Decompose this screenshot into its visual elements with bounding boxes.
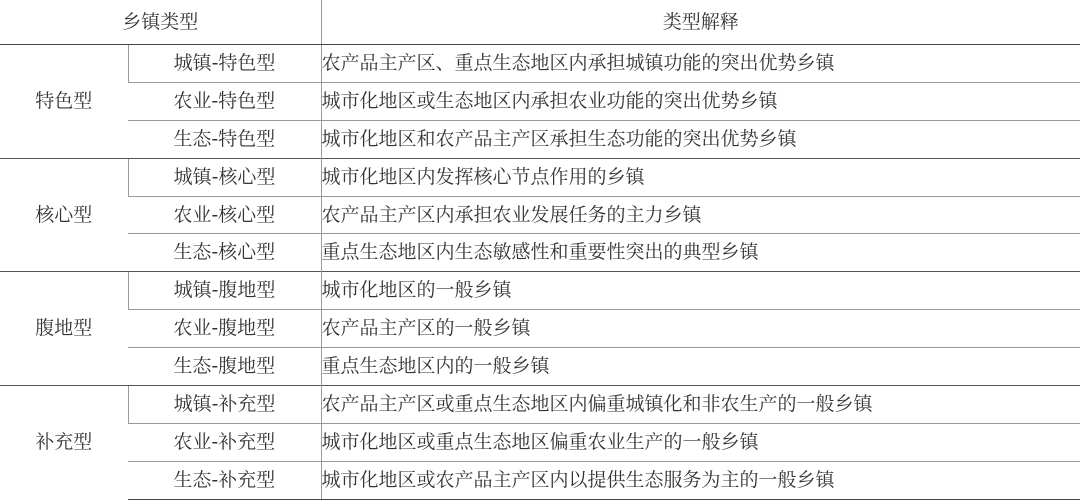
subtype-cell: 农业-腹地型 (128, 310, 321, 348)
explanation-cell: 城市化地区或生态地区内承担农业功能的突出优势乡镇 (321, 82, 1080, 120)
table-row (0, 423, 1080, 461)
subtype-cell: 生态-补充型 (128, 461, 321, 499)
table-row (0, 386, 1080, 424)
subtype-cell: 生态-腹地型 (128, 348, 321, 386)
table-header-row (0, 0, 1080, 45)
category-cell: 特色型 (0, 45, 128, 159)
subtype-cell: 农业-核心型 (128, 196, 321, 234)
explanation-cell: 城市化地区内发挥核心节点作用的乡镇 (321, 158, 1080, 196)
explanation-cell: 农产品主产区内承担农业发展任务的主力乡镇 (321, 196, 1080, 234)
table-row (0, 45, 1080, 83)
header-township-type: 乡镇类型 (0, 0, 321, 45)
table-row (0, 310, 1080, 348)
explanation-cell: 农产品主产区、重点生态地区内承担城镇功能的突出优势乡镇 (321, 45, 1080, 83)
explanation-cell: 城市化地区和农产品主产区承担生态功能的突出优势乡镇 (321, 120, 1080, 158)
table-row (0, 234, 1080, 272)
explanation-cell: 重点生态地区内的一般乡镇 (321, 348, 1080, 386)
subtype-cell: 农业-补充型 (128, 423, 321, 461)
explanation-cell: 城市化地区或农产品主产区内以提供生态服务为主的一般乡镇 (321, 461, 1080, 499)
table-row (0, 272, 1080, 310)
category-cell: 腹地型 (0, 272, 128, 386)
category-cell: 核心型 (0, 158, 128, 272)
explanation-cell: 城市化地区或重点生态地区偏重农业生产的一般乡镇 (321, 423, 1080, 461)
table-row (0, 158, 1080, 196)
explanation-cell: 农产品主产区或重点生态地区内偏重城镇化和非农生产的一般乡镇 (321, 386, 1080, 424)
table-row (0, 82, 1080, 120)
subtype-cell: 城镇-特色型 (128, 45, 321, 83)
table-row (0, 196, 1080, 234)
explanation-cell: 重点生态地区内生态敏感性和重要性突出的典型乡镇 (321, 234, 1080, 272)
explanation-cell: 农产品主产区的一般乡镇 (321, 310, 1080, 348)
subtype-cell: 农业-特色型 (128, 82, 321, 120)
subtype-cell: 生态-特色型 (128, 120, 321, 158)
header-type-explanation: 类型解释 (321, 0, 1080, 45)
explanation-cell: 城市化地区的一般乡镇 (321, 272, 1080, 310)
subtype-cell: 城镇-腹地型 (128, 272, 321, 310)
table-row (0, 120, 1080, 158)
subtype-cell: 城镇-核心型 (128, 158, 321, 196)
subtype-cell: 生态-核心型 (128, 234, 321, 272)
subtype-cell: 城镇-补充型 (128, 386, 321, 424)
table-row (0, 461, 1080, 499)
category-cell: 补充型 (0, 386, 128, 500)
table-row (0, 348, 1080, 386)
